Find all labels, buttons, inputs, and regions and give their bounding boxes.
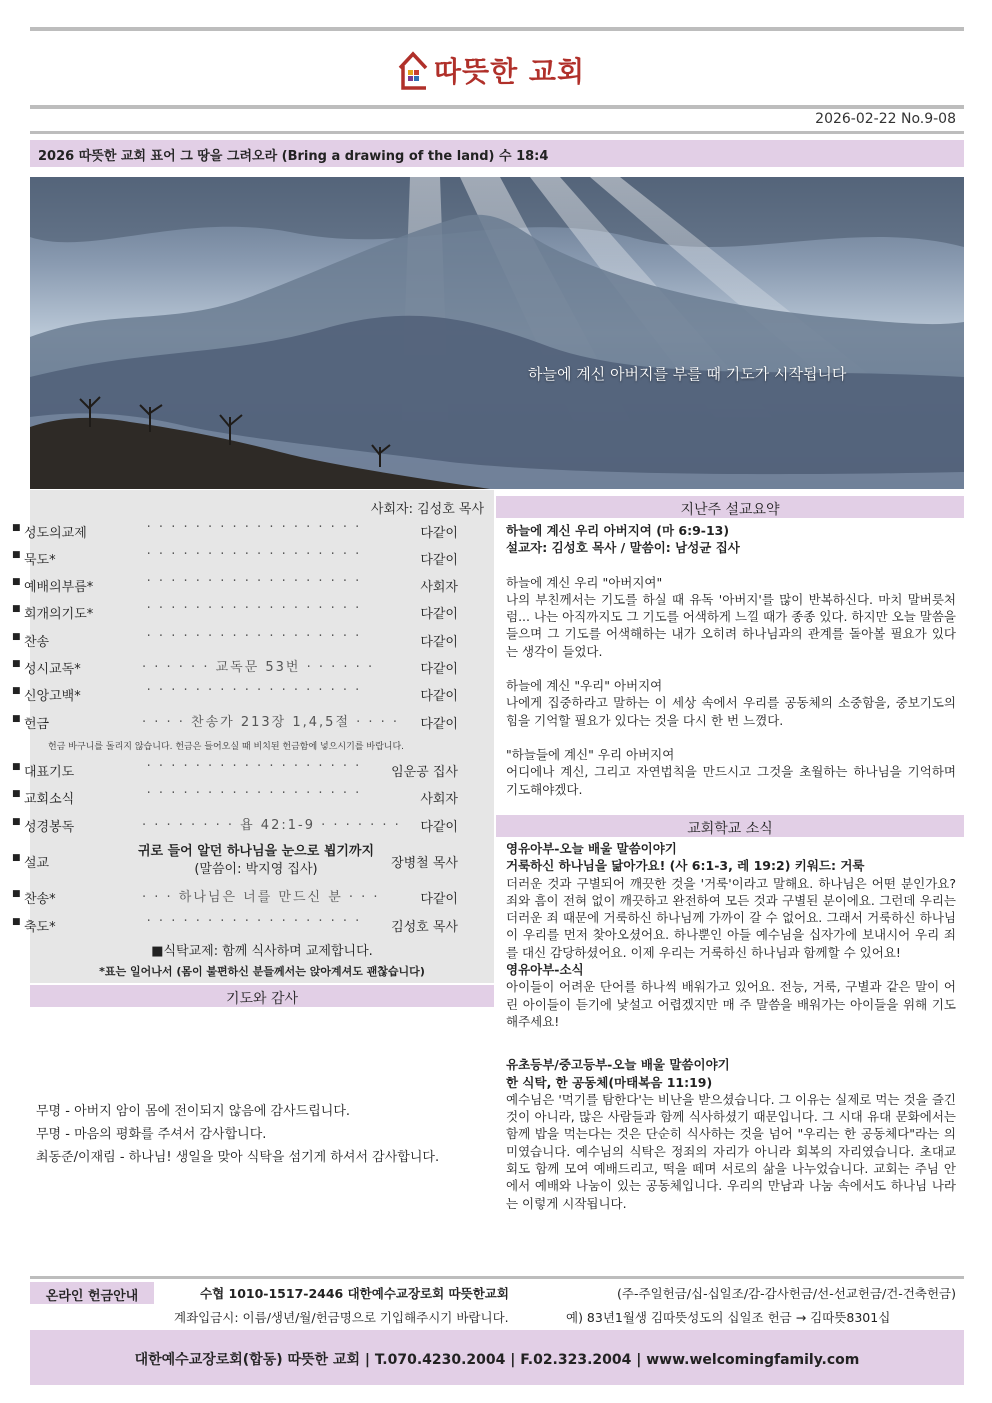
bullet-icon: ■ [12,550,21,560]
order-row [12,547,458,567]
school-s3-head: 유초등부/중고등부-오늘 배울 말씀이야기 [506,1057,730,1073]
bullet-icon: ■ [12,714,21,724]
order-leader: 임운공 집사 [391,765,458,780]
order-row [12,574,458,594]
online-giving-tag: 온라인 헌금안내 [30,1282,154,1304]
church-logo [396,44,585,96]
order-detail: · · · · · · · · · · · · · · · · · · [146,574,362,589]
footer-contact: 대한예수교장로회(합동) 따뜻한 교회 | T.070.4230.2004 | F.02.323.2004 | www.welcomingfamily.com [30,1330,964,1385]
order-detail: · · · · · · · · · · · · · · · · · · [146,629,362,644]
order-label: 설교 [24,856,50,871]
order-row [12,914,458,934]
order-detail: · · · · · · 교독문 53번 · · · · · · [142,660,375,675]
prayer-item: 최동준/이재림 - 하나님! 생일을 맞아 식탁을 섬기게 하셔서 감사합니다. [36,1150,440,1165]
order-leader: 김성호 목사 [391,920,458,935]
order-label: 회개의기도* [24,607,94,622]
sermon-summary [506,522,956,798]
order-label: 묵도* [24,553,56,568]
bullet-icon: ■ [12,577,21,587]
school-s3-title: 한 식탁, 한 공동체(마태복음 11:19) [506,1074,713,1090]
school-news [506,840,956,1212]
sermon-title [116,843,396,879]
order-detail: · · · · · · · · · · · · · · · · · · [146,759,362,774]
hero-caption: 하늘에 계신 아버지를 부를 때 기도가 시작됩니다 [528,365,847,383]
order-leader: 장병철 목사 [391,856,458,871]
order-row [12,759,458,779]
summary-p1-head: 하늘에 계신 우리 "아버지여" [506,574,663,590]
order-label: 예배의부름* [24,580,94,595]
order-detail: · · · · · · · · · · · · · · · · · · [146,683,362,698]
summary-p1: 나의 부친께서는 기도를 하실 때 유독 '아버지'를 많이 반복하신다. 마치 말버릇처럼... 나는 아직까지도 그 기도를 어색하게 느낄 때가 종종 있다. 하지만 오늘 말씀을 들으며 그 기도를 어색해하는 내가 오히려 하나님과의 관계를 돌아볼 필요가 있다는 생각이 들었다. [506,591,956,659]
order-leader: 다같이 [420,820,458,835]
order-detail: · · · · · · · · · · · · · · · · · · [146,601,362,616]
host-label: 사회자: 김성호 목사 [370,502,484,517]
logo-text: 따뜻한 교회 [434,55,585,88]
giving-example: 예) 83년1월생 김따뜻성도의 십일조 헌금 → 김따뜻8301십 [566,1310,891,1325]
order-label: 대표기도 [24,765,75,780]
summary-p2-head: 하늘에 계신 "우리" 아버지여 [506,678,663,694]
order-label: 찬송 [24,635,50,650]
order-row [12,683,458,703]
order-detail: · · · · · · · · · · · · · · · · · · [146,914,362,929]
order-leader: 다같이 [420,553,458,568]
giving-note: 계좌입금시: 이름/생년/월/헌금명으로 기입해주시기 바랍니다. [174,1310,509,1325]
bullet-icon: ■ [12,889,21,899]
meal-fellowship-note: ■식탁교제: 함께 식사하며 교제합니다. [151,944,373,959]
order-leader: 사회자 [420,580,458,595]
order-detail: · · · · · · · · · · · · · · · · · · [146,547,362,562]
bullet-icon: ■ [12,853,21,863]
school-heading: 교회학교 소식 [496,815,964,837]
header-rule [30,105,964,109]
prayer-item: 무명 - 마음의 평화를 주셔서 감사합니다. [36,1127,267,1142]
order-detail: · · · · · · · · · · · · · · · · · · [146,520,362,535]
school-s2: 아이들이 어려운 단어를 하나씩 배워가고 있어요. 전능, 거룩, 구별과 같은 말이 어린 아이들이 듣기에 낯설고 어렵겠지만 매 주 말씀을 배워가는 아이들을 위해 기도해주세요! [506,979,956,1029]
issue-date-number: 2026-02-22 No.9-08 [815,111,956,127]
order-leader: 다같이 [420,662,458,677]
order-row [12,601,458,621]
school-s2-head: 영유아부-소식 [506,962,584,978]
order-leader: 다같이 [420,689,458,704]
bullet-icon: ■ [12,917,21,927]
sermon-title-text: 귀로 들어 알던 하나님을 눈으로 뵙기까지 [137,844,375,859]
bullet-icon: ■ [12,789,21,799]
order-label: 성시교독* [24,662,81,677]
school-s3: 예수님은 '먹기를 탐한다'는 비난을 받으셨습니다. 그 이유는 실제로 먹는 것을 즐긴 것이 아니라, 많은 사람들과 함께 식사하셨기 때문입니다. 그 시대 유대 문화에서는 함께 밥을 먹는다는 것은 단순히 식사하는 것을 넘어 "우리는 한 공동체다"라는 의미였습니다. 예수님의 식탁은 정죄의 자리가 아니라 회복의 자리였습니다. 초대교회도 함께 모여 예배드리고, 떡을 떼며 서로의 삶을 나누었습니다. 교회는 주님 안에서 예배와 나눔이 있는 공동체입니다. 우리의 만남과 나눔 속에서도 하나님 나라는 이렇게 시작됩니다. [506,1091,956,1211]
school-s1-head: 영유아부-오늘 배울 말씀이야기 [506,841,677,856]
order-label: 성경봉독 [24,820,75,835]
order-leader: 다같이 [420,892,458,907]
order-detail: · · · 하나님은 너를 만드신 분 · · · [142,890,380,905]
issue-rule [30,131,964,134]
giving-rule [30,1276,964,1279]
order-label: 신앙고백* [24,689,81,704]
summary-speakers: 설교자: 김성호 목사 / 말씀이: 남성균 집사 [506,540,740,556]
summary-p3: 어디에나 계신, 그리고 자연법칙을 만드시고 그것을 초월하는 하나님을 기억하며 기도해야겠다. [506,764,956,797]
bullet-icon: ■ [12,817,21,827]
bullet-icon: ■ [12,686,21,696]
summary-title: 하늘에 계신 우리 아버지여 (마 6:9-13) [506,523,730,538]
order-row [12,520,458,540]
summary-p3-head: "하늘들에 계신" 우리 아버지여 [506,746,675,762]
bullet-icon: ■ [12,632,21,642]
order-detail: · · · · · · · · 욥 42:1-9 · · · · · · · [142,818,401,833]
prayer-list [36,1100,439,1169]
order-leader: 다같이 [420,607,458,622]
order-leader: 다같이 [420,526,458,541]
church-motto: 2026 따뜻한 교회 표어 그 땅을 그려오라 (Bring a drawing of the land) 수 18:4 [30,140,964,167]
bullet-icon: ■ [12,523,21,533]
hero-image [30,177,964,489]
order-label: 교회소식 [24,792,75,807]
order-label: 찬송* [24,892,56,907]
order-row [12,629,458,649]
bullet-icon: ■ [12,762,21,772]
bullet-icon: ■ [12,659,21,669]
order-row [12,786,458,806]
giving-codes: (주-주일헌금/십-십일조/감-감사헌금/선-선교헌금/건-건축헌금) [617,1286,956,1301]
order-leader: 다같이 [420,635,458,650]
order-label: 성도의교제 [24,526,87,541]
sermon-summary-heading: 지난주 설교요약 [496,496,964,518]
order-row [12,886,458,906]
house-icon [396,48,430,92]
order-detail: · · · · · · · · · · · · · · · · · · [146,786,362,801]
order-leader: 다같이 [420,717,458,732]
school-s1-title: 거룩하신 하나님을 닮아가요! (사 6:1-3, 레 19:2) 키워드: 거룩 [506,858,865,874]
mountain-scene-illustration [30,177,964,489]
summary-p2: 나에게 집중하라고 말하는 이 세상 속에서 우리를 공동체의 소중함을, 중보기도의 힘을 기억할 필요가 있다는 것을 다시 한 번 느꼈다. [506,695,956,728]
sermon-reader: (말씀이: 박지영 집사) [194,862,318,877]
top-rule [30,27,964,31]
school-s1: 더러운 것과 구별되어 깨끗한 것을 '거룩'이라고 말해요. 하나님은 어떤 분인가요? 죄와 흠이 전혀 없이 깨끗하고 완전하여 모든 것과 구별된 분이에요. 그런데 우리는 더러운 죄 때문에 거룩하신 하나님께 가까이 갈 수 없어요. 그래서 거룩하신 하나님이 우리를 먼저 찾아오셨어요. 하나뿐인 아들 예수님을 십자가에 보내시어 우리 죄를 대신 감당하셨어요. 이제 우리는 거룩하신 하나님과 함께할 수 있어요! [506,875,956,960]
order-row [12,711,458,731]
order-row [12,656,458,676]
bullet-icon: ■ [12,604,21,614]
standing-note: *표는 일어나서 (몸이 불편하신 분들께서는 앉아계셔도 괜찮습니다) [99,965,425,978]
order-detail: · · · · 찬송가 213장 1,4,5절 · · · · [142,715,400,730]
offering-note: 헌금 바구니를 돌리지 않습니다. 헌금은 들어오실 때 비치된 헌금함에 넣으시기를 바랍니다. [48,742,405,752]
order-leader: 사회자 [420,792,458,807]
giving-account: 수협 1010-1517-2446 대한예수교장로회 따뜻한교회 [200,1286,509,1301]
prayer-heading: 기도와 감사 [30,985,494,1007]
order-row [12,814,458,834]
prayer-item: 무명 - 아버지 암이 몸에 전이되지 않음에 감사드립니다. [36,1104,351,1119]
order-label: 헌금 [24,717,50,732]
order-label: 축도* [24,920,56,935]
